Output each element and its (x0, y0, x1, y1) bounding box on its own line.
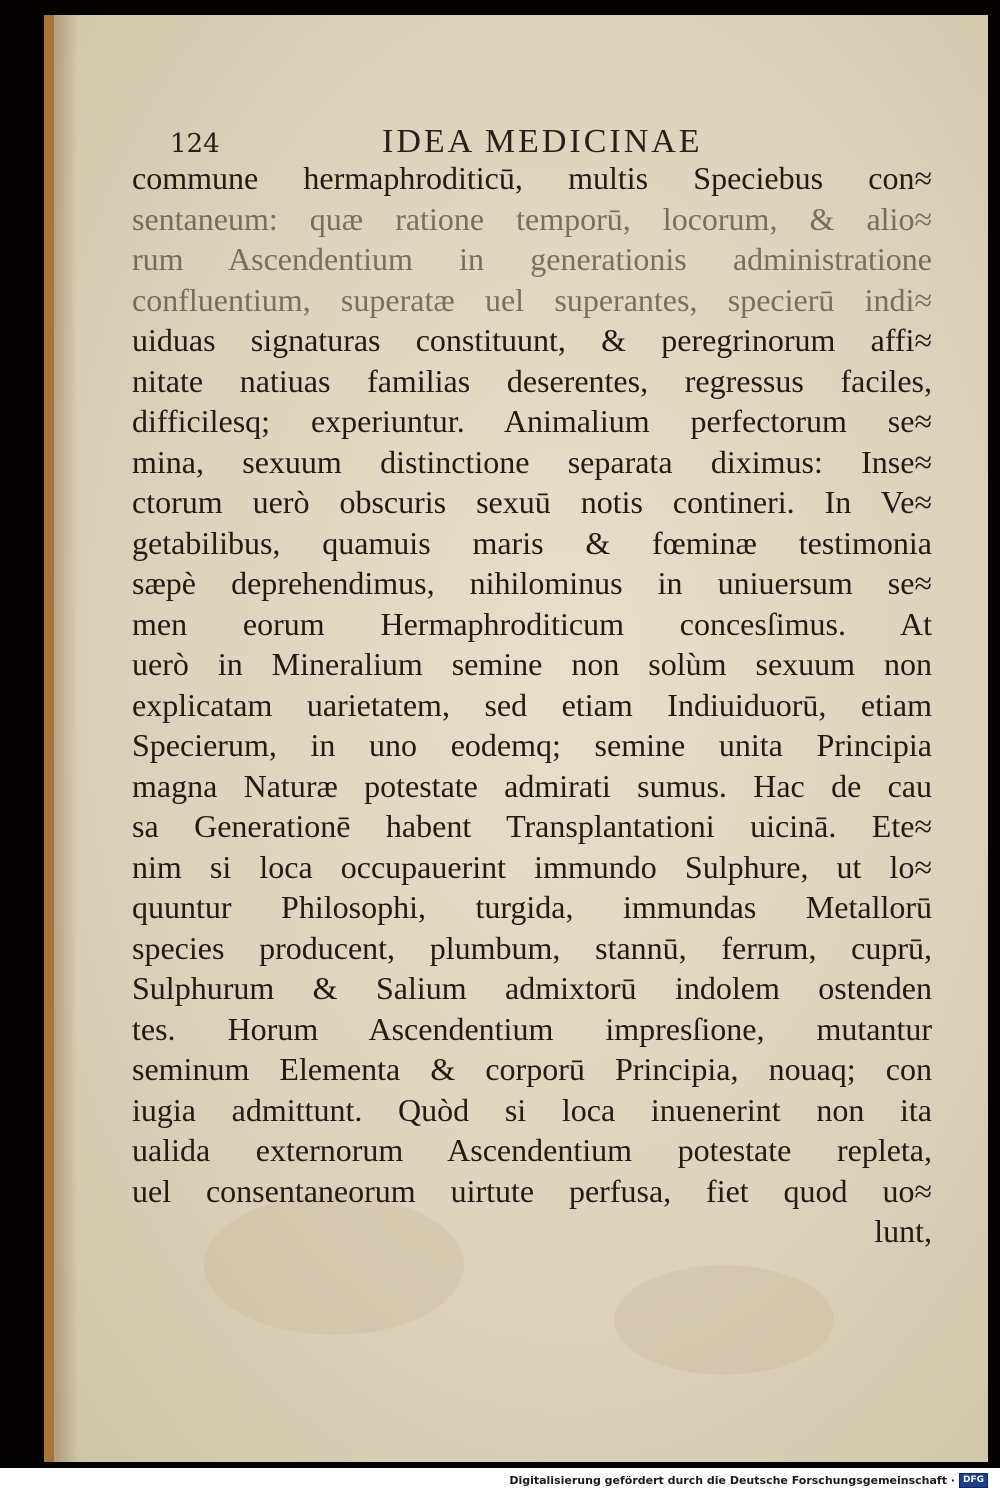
text-line: quuntur Philosophi, turgida, immundas Metallorū (132, 889, 932, 925)
page-number: 124 (170, 129, 220, 159)
text-line: sæpè deprehendimus, nihilominus in uniuersum se≈ (132, 565, 932, 601)
body-text (132, 158, 932, 1252)
text-line: uiduas signaturas constituunt, & peregrinorum affi≈ (132, 322, 932, 358)
dfg-logo: DFG (959, 1473, 988, 1488)
text-line: difficilesq; experiuntur. Animalium perfectorum se≈ (132, 403, 932, 439)
text-line: commune hermaphroditicū, multis Speciebus con≈ (132, 160, 932, 196)
gutter-shadow (54, 15, 78, 1462)
text-line: ctorum uerò obscuris sexuū notis contineri. In Ve≈ (132, 484, 932, 520)
text-line: iugia admittunt. Quòd si loca inuenerint non ita (132, 1091, 932, 1128)
text-line: ualida externorum Ascendentium potestate repleta, (132, 1132, 932, 1168)
catchword: lunt, (874, 1213, 932, 1249)
text-line: getabilibus, quamuis maris & fœminæ testimonia (132, 524, 932, 561)
text-line: seminum Elementa & corporū Principia, nouaq; con (132, 1051, 932, 1087)
text-line: nitate natiuas familias deserentes, regressus faciles, (132, 362, 932, 399)
credit-text: Digitalisierung gefördert durch die Deutsche Forschungsgemeinschaft · (509, 1474, 955, 1487)
page-header (170, 123, 810, 163)
text-line: species producent, plumbum, stannū, ferrum, cuprū, (132, 929, 932, 966)
running-title: IDEA MEDICINAE (382, 123, 703, 160)
text-line: tes. Horum Ascendentium impresſione, mutantur (132, 1010, 932, 1047)
text-line: magna Naturæ potestate admirati sumus. Hac de cau (132, 767, 932, 804)
text-line: Specierum, in uno eodemq; semine unita Principia (132, 727, 932, 763)
text-line: explicatam uarietatem, sed etiam Indiuiduorū, etiam (132, 686, 932, 723)
text-line: confluentium, superatæ uel superantes, specierū indi≈ (132, 281, 932, 318)
text-line: Sulphurum & Salium admixtorū indolem ostenden (132, 970, 932, 1006)
text-line: rum Ascendentium in generationis administratione (132, 241, 932, 277)
text-line: uel consentaneorum uirtute perfusa, fiet quod uo≈ (132, 1172, 932, 1209)
paper-stain (614, 1265, 834, 1375)
text-line: mina, sexuum distinctione separata diximus: Inse≈ (132, 443, 932, 480)
text-line: nim si loca occupauerint immundo Sulphure, ut lo≈ (132, 848, 932, 885)
digitization-credit (509, 1473, 988, 1488)
text-line: sa Generationē habent Transplantationi uicinā. Ete≈ (132, 808, 932, 844)
text-line: uerò in Mineralium semine non solùm sexuum non (132, 646, 932, 682)
text-line: sentaneum: quæ ratione temporū, locorum, & alio≈ (132, 200, 932, 237)
text-line: men eorum Hermaphroditicum concesſimus. At (132, 605, 932, 642)
